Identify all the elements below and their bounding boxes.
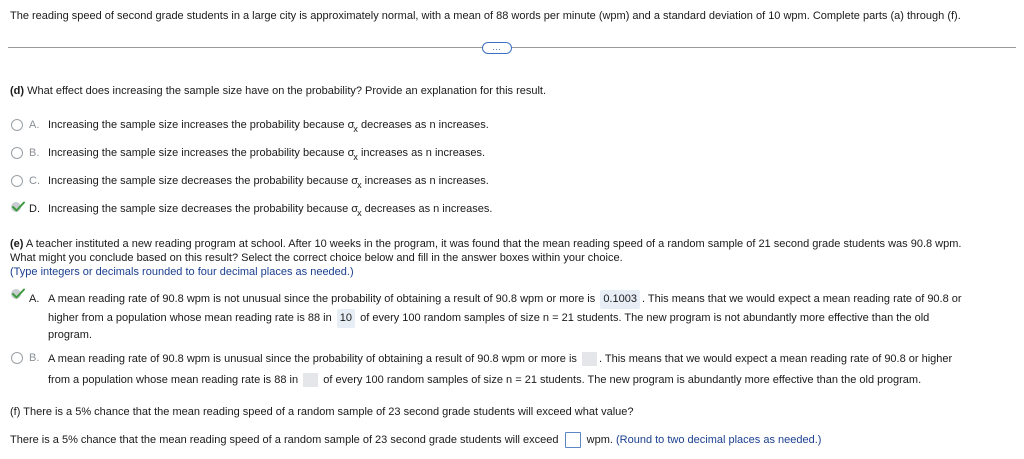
option-b-text: . This means that we would expect a mean reading rate of 90.8 or higher xyxy=(598,352,953,365)
option-a-text: of every 100 random samples of size n = 21 students. The new program is not abundantly more effective than the old xyxy=(360,312,930,324)
part-d-radio-a[interactable] xyxy=(11,119,23,131)
part-e-label: (e) xyxy=(10,238,24,250)
part-f-answer-post: wpm. xyxy=(586,433,613,446)
option-d-pre: Increasing the sample size decreases the probability because xyxy=(48,203,349,215)
part-d-letter-b: B. xyxy=(29,147,40,159)
part-e-letter-b: B. xyxy=(29,352,40,364)
option-b-text: A mean reading rate of 90.8 wpm is unusual since the probability of obtaining a result of 90.8 wpm or more is xyxy=(48,352,577,365)
option-a-post: decreases as n increases. xyxy=(360,119,489,131)
option-b-text: from a population whose mean reading rate is 88 in xyxy=(48,373,299,386)
part-f-answer-pre: There is a 5% chance that the mean reading speed of a random sample of 23 second grade students will exceed xyxy=(10,433,559,446)
option-c-pre: Increasing the sample size decreases the probability because xyxy=(48,175,349,187)
count-answer[interactable]: 10 xyxy=(337,309,355,328)
part-f-label: (f) xyxy=(10,406,21,418)
sigma-symbol: $\sigma_x$ xyxy=(347,147,358,162)
part-e-option-a-line3: program. xyxy=(48,329,93,341)
sigma-symbol: $\sigma_x$ xyxy=(351,203,362,218)
part-e-line1 xyxy=(10,238,961,250)
part-e-option-a-line1[interactable] xyxy=(48,290,962,309)
part-e-letter-a: A. xyxy=(29,293,40,305)
part-d-radio-c[interactable] xyxy=(11,175,23,187)
selected-check-icon[interactable] xyxy=(10,201,26,213)
part-e-option-a-line2[interactable] xyxy=(48,309,929,328)
part-d-option-a[interactable] xyxy=(48,119,489,134)
part-e-radio-b[interactable] xyxy=(11,352,23,364)
part-d-letter-c: C. xyxy=(29,175,40,187)
part-d-option-d[interactable] xyxy=(48,203,493,218)
option-a-text: A mean reading rate of 90.8 wpm is not unusual since the probability of obtaining a result of 90.8 wpm or more is xyxy=(48,293,596,305)
divider xyxy=(8,47,1016,48)
part-d-letter-a: A. xyxy=(29,119,40,131)
part-f-answer-line xyxy=(10,432,821,448)
part-e-option-b-line1[interactable] xyxy=(48,352,952,366)
part-d-label: (d) xyxy=(10,85,25,97)
part-d-radio-b[interactable] xyxy=(11,147,23,159)
part-e-text1: A teacher instituted a new reading program at school. After 10 weeks in the program, it was found that the mean reading speed of a random sample of 21 second grade students was 90.8 wpm. xyxy=(25,238,962,250)
option-b-pre: Increasing the sample size increases the probability because xyxy=(48,147,345,159)
part-d-letter-d: D. xyxy=(29,203,40,215)
part-f-hint: (Round to two decimal places as needed.) xyxy=(615,433,822,446)
expand-button[interactable]: … xyxy=(482,42,512,54)
option-a-pre: Increasing the sample size increases the probability because xyxy=(48,119,345,131)
question-header: The reading speed of second grade students in a large city is approximately normal, with a mean of 88 words per minute (wpm) and a standard deviation of 10 wpm. Complete parts (a) through (f). xyxy=(10,10,961,22)
option-d-post: decreases as n increases. xyxy=(364,203,493,215)
part-d-option-c[interactable] xyxy=(48,175,489,190)
option-a-text: higher from a population whose mean reading rate is 88 in xyxy=(48,312,332,324)
part-e-hint: (Type integers or decimals rounded to four decimal places as needed.) xyxy=(10,266,354,278)
part-e-option-b-line2[interactable] xyxy=(48,373,921,387)
option-a-text: . This means that we would expect a mean reading rate of 90.8 or xyxy=(641,293,962,305)
part-d-question xyxy=(10,85,546,97)
selected-check-icon[interactable] xyxy=(10,288,26,300)
part-f-question xyxy=(10,406,634,418)
wpm-input[interactable] xyxy=(565,432,581,448)
sigma-symbol: $\sigma_x$ xyxy=(347,119,358,134)
probability-answer[interactable]: 0.1003 xyxy=(600,290,640,309)
part-e-line2: What might you conclude based on this result? Select the correct choice below and fill in the answer boxes within your choice. xyxy=(10,252,623,264)
part-d-option-b[interactable] xyxy=(48,147,486,162)
part-f-text: There is a 5% chance that the mean reading speed of a random sample of 23 second grade students will exceed what value? xyxy=(23,406,634,418)
probability-input[interactable] xyxy=(582,352,597,366)
count-input[interactable] xyxy=(303,373,318,387)
part-d-text: What effect does increasing the sample size have on the probability? Provide an explanation for this result. xyxy=(27,85,547,97)
option-b-post: increases as n increases. xyxy=(360,147,486,159)
sigma-symbol: $\sigma_x$ xyxy=(351,175,362,190)
option-b-text: of every 100 random samples of size n = 21 students. The new program is abundantly more effective than the old program. xyxy=(323,373,922,386)
option-c-post: increases as n increases. xyxy=(364,175,489,187)
